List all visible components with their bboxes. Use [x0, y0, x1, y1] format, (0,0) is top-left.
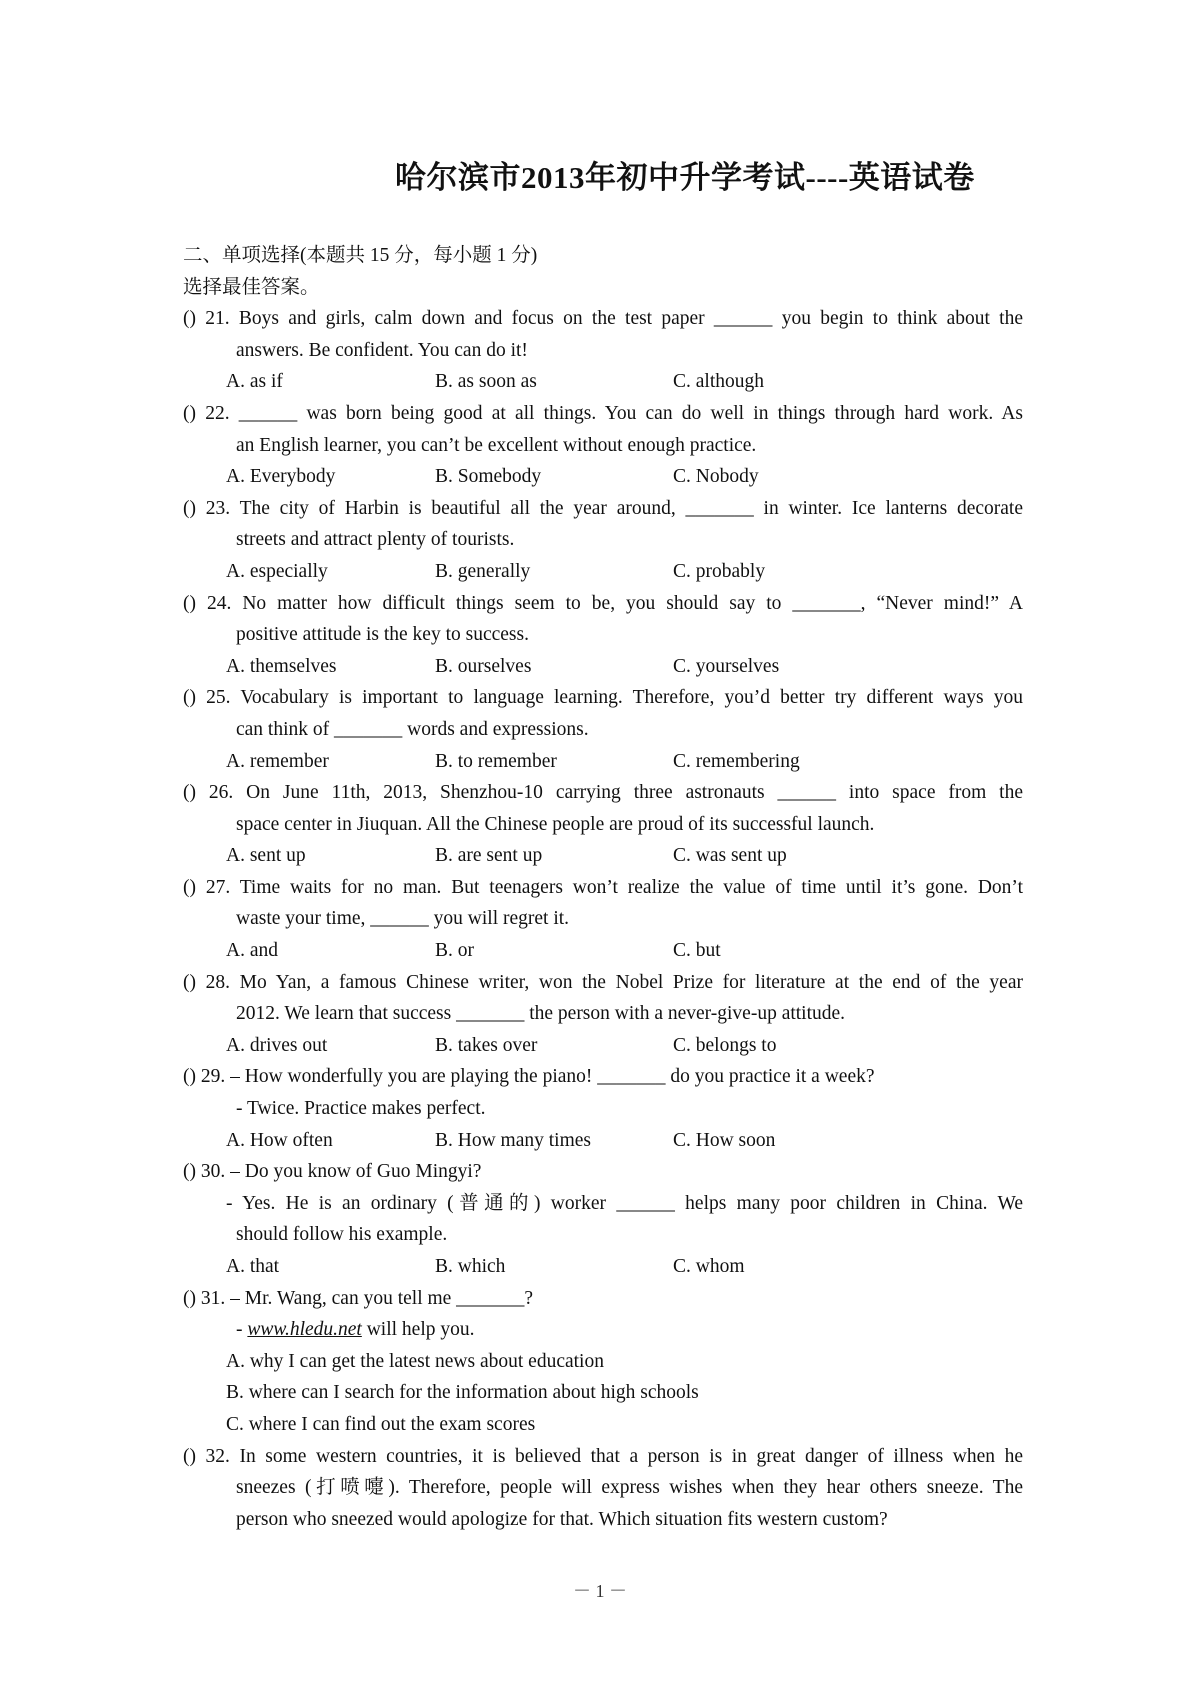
question-24-text-cont: positive attitude is the key to success.	[236, 624, 529, 646]
question-22-options	[183, 461, 1023, 493]
question-26-text-cont: space center in Jiuquan. All the Chinese people are proud of its successful launch.	[236, 813, 875, 835]
option-c[interactable]: C. belongs to	[673, 1034, 777, 1056]
page-number: － 1 －	[573, 1581, 627, 1601]
question-30-text-cont-2: should follow his example.	[236, 1224, 448, 1246]
question-22-text-cont: an English learner, you can’t be excellent without enough practice.	[236, 434, 757, 456]
option-b[interactable]: B. to remember	[435, 750, 557, 772]
option-a[interactable]: A. and	[226, 940, 278, 962]
exam-content	[183, 240, 1023, 1535]
option-b[interactable]: B. How many times	[435, 1129, 591, 1151]
question-30-options	[183, 1251, 1023, 1283]
option-b[interactable]: B. are sent up	[435, 845, 543, 867]
option-a[interactable]: A. How often	[226, 1129, 333, 1151]
question-32-text-cont-2: person who sneezed would apologize for that. Which situation fits western custom?	[236, 1508, 888, 1530]
option-a[interactable]: A. remember	[226, 750, 329, 772]
question-26-text: () 26. On June 11th, 2013, Shenzhou-10 carrying three astronauts ______ into space from the	[183, 782, 1023, 804]
question-28-text: () 28. Mo Yan, a famous Chinese writer, won the Nobel Prize for literature at the end of the year	[183, 971, 1023, 993]
option-c[interactable]: C. where I can find out the exam scores	[226, 1413, 536, 1435]
question-31-text-cont: - www.hledu.net will help you.	[236, 1319, 475, 1341]
question-28-options	[183, 1030, 1023, 1062]
option-a[interactable]: A. that	[226, 1256, 280, 1277]
question-27-options	[183, 935, 1023, 967]
option-b[interactable]: B. takes over	[435, 1034, 538, 1056]
option-c[interactable]: C. remembering	[673, 750, 800, 772]
question-32-text-cont: sneezes (打喷嚏). Therefore, people will express wishes when they hear others sneeze. The	[236, 1477, 1023, 1499]
page-title: 哈尔滨市2013年初中升学考试----英语试卷	[395, 160, 975, 195]
option-c[interactable]: C. Nobody	[673, 466, 759, 488]
question-26	[183, 777, 1023, 872]
question-24-options	[183, 651, 1023, 683]
question-23	[183, 493, 1023, 588]
question-23-options	[183, 556, 1023, 588]
option-a[interactable]: A. Everybody	[226, 466, 336, 488]
question-30	[183, 1156, 1023, 1282]
question-27-text-cont: waste your time, ______ you will regret it.	[236, 908, 570, 930]
option-c[interactable]: C. although	[673, 371, 764, 393]
section-instruction: 选择最佳答案。	[183, 276, 320, 298]
option-b[interactable]: B. which	[435, 1256, 506, 1277]
question-24-text: () 24. No matter how difficult things seem to be, you should say to _______, “Never mind!” A	[183, 592, 1023, 614]
question-22	[183, 398, 1023, 493]
option-c[interactable]: C. whom	[673, 1256, 745, 1277]
option-c[interactable]: C. was sent up	[673, 845, 787, 867]
question-30-text: () 30. – Do you know of Guo Mingyi?	[183, 1161, 482, 1183]
question-23-text-cont: streets and attract plenty of tourists.	[236, 529, 515, 551]
question-28-text-cont: 2012. We learn that success _______ the person with a never-give-up attitude.	[236, 1003, 846, 1025]
question-29-text-cont: - Twice. Practice makes perfect.	[236, 1098, 486, 1120]
website-link[interactable]: www.hledu.net	[247, 1319, 362, 1341]
option-a[interactable]: A. as if	[226, 371, 283, 393]
question-28	[183, 967, 1023, 1062]
question-26-options	[183, 840, 1023, 872]
option-a[interactable]: A. especially	[226, 560, 328, 582]
option-b[interactable]: B. or	[435, 940, 474, 962]
question-27-text: () 27. Time waits for no man. But teenagers won’t realize the value of time until it’s gone. Don’t	[183, 876, 1023, 898]
question-23-text: () 23. The city of Harbin is beautiful all the year around, _______ in winter. Ice lanterns decorate	[183, 497, 1023, 519]
question-21-options	[183, 366, 1023, 398]
question-25-text: () 25. Vocabulary is important to language learning. Therefore, you’d better try different ways you	[183, 687, 1023, 709]
question-31	[183, 1283, 1023, 1441]
option-a[interactable]: A. sent up	[226, 845, 306, 867]
question-25-text-cont: can think of _______ words and expressions.	[236, 718, 589, 740]
option-c[interactable]: C. probably	[673, 560, 766, 582]
option-b[interactable]: B. generally	[435, 560, 531, 582]
question-21	[183, 303, 1023, 398]
question-24	[183, 588, 1023, 683]
question-30-text-cont: - Yes. He is an ordinary (普通的) worker ______ helps many poor children in China. We	[226, 1192, 1023, 1214]
question-29	[183, 1061, 1023, 1156]
question-29-options	[183, 1125, 1023, 1157]
option-c[interactable]: C. How soon	[673, 1129, 776, 1151]
question-32	[183, 1441, 1023, 1536]
option-b[interactable]: B. where can I search for the information about high schools	[226, 1382, 699, 1404]
option-a[interactable]: A. why I can get the latest news about education	[226, 1350, 604, 1372]
question-25-options	[183, 746, 1023, 778]
question-27	[183, 872, 1023, 967]
section-heading: 二、单项选择(本题共 15 分，每小题 1 分)	[183, 245, 538, 266]
option-a[interactable]: A. themselves	[226, 655, 337, 677]
option-c[interactable]: C. yourselves	[673, 655, 780, 677]
question-31-text-tail: will help you.	[366, 1319, 475, 1341]
option-b[interactable]: B. Somebody	[435, 466, 542, 488]
option-b[interactable]: B. as soon as	[435, 371, 537, 393]
question-31-text: () 31. – Mr. Wang, can you tell me _______?	[183, 1287, 534, 1309]
option-b[interactable]: B. ourselves	[435, 655, 532, 677]
question-21-text-cont: answers. Be confident. You can do it!	[236, 339, 528, 361]
question-21-text: () 21. Boys and girls, calm down and focus on the test paper ______ you begin to think about the	[183, 308, 1023, 330]
question-32-text: () 32. In some western countries, it is believed that a person is in great danger of illness when he	[183, 1445, 1023, 1467]
option-c[interactable]: C. but	[673, 940, 721, 962]
question-29-text: () 29. – How wonderfully you are playing the piano! _______ do you practice it a week?	[183, 1066, 875, 1088]
option-a[interactable]: A. drives out	[226, 1034, 328, 1056]
question-22-text: () 22. ______ was born being good at all things. You can do well in things through hard work. As	[183, 402, 1023, 424]
question-25	[183, 682, 1023, 777]
